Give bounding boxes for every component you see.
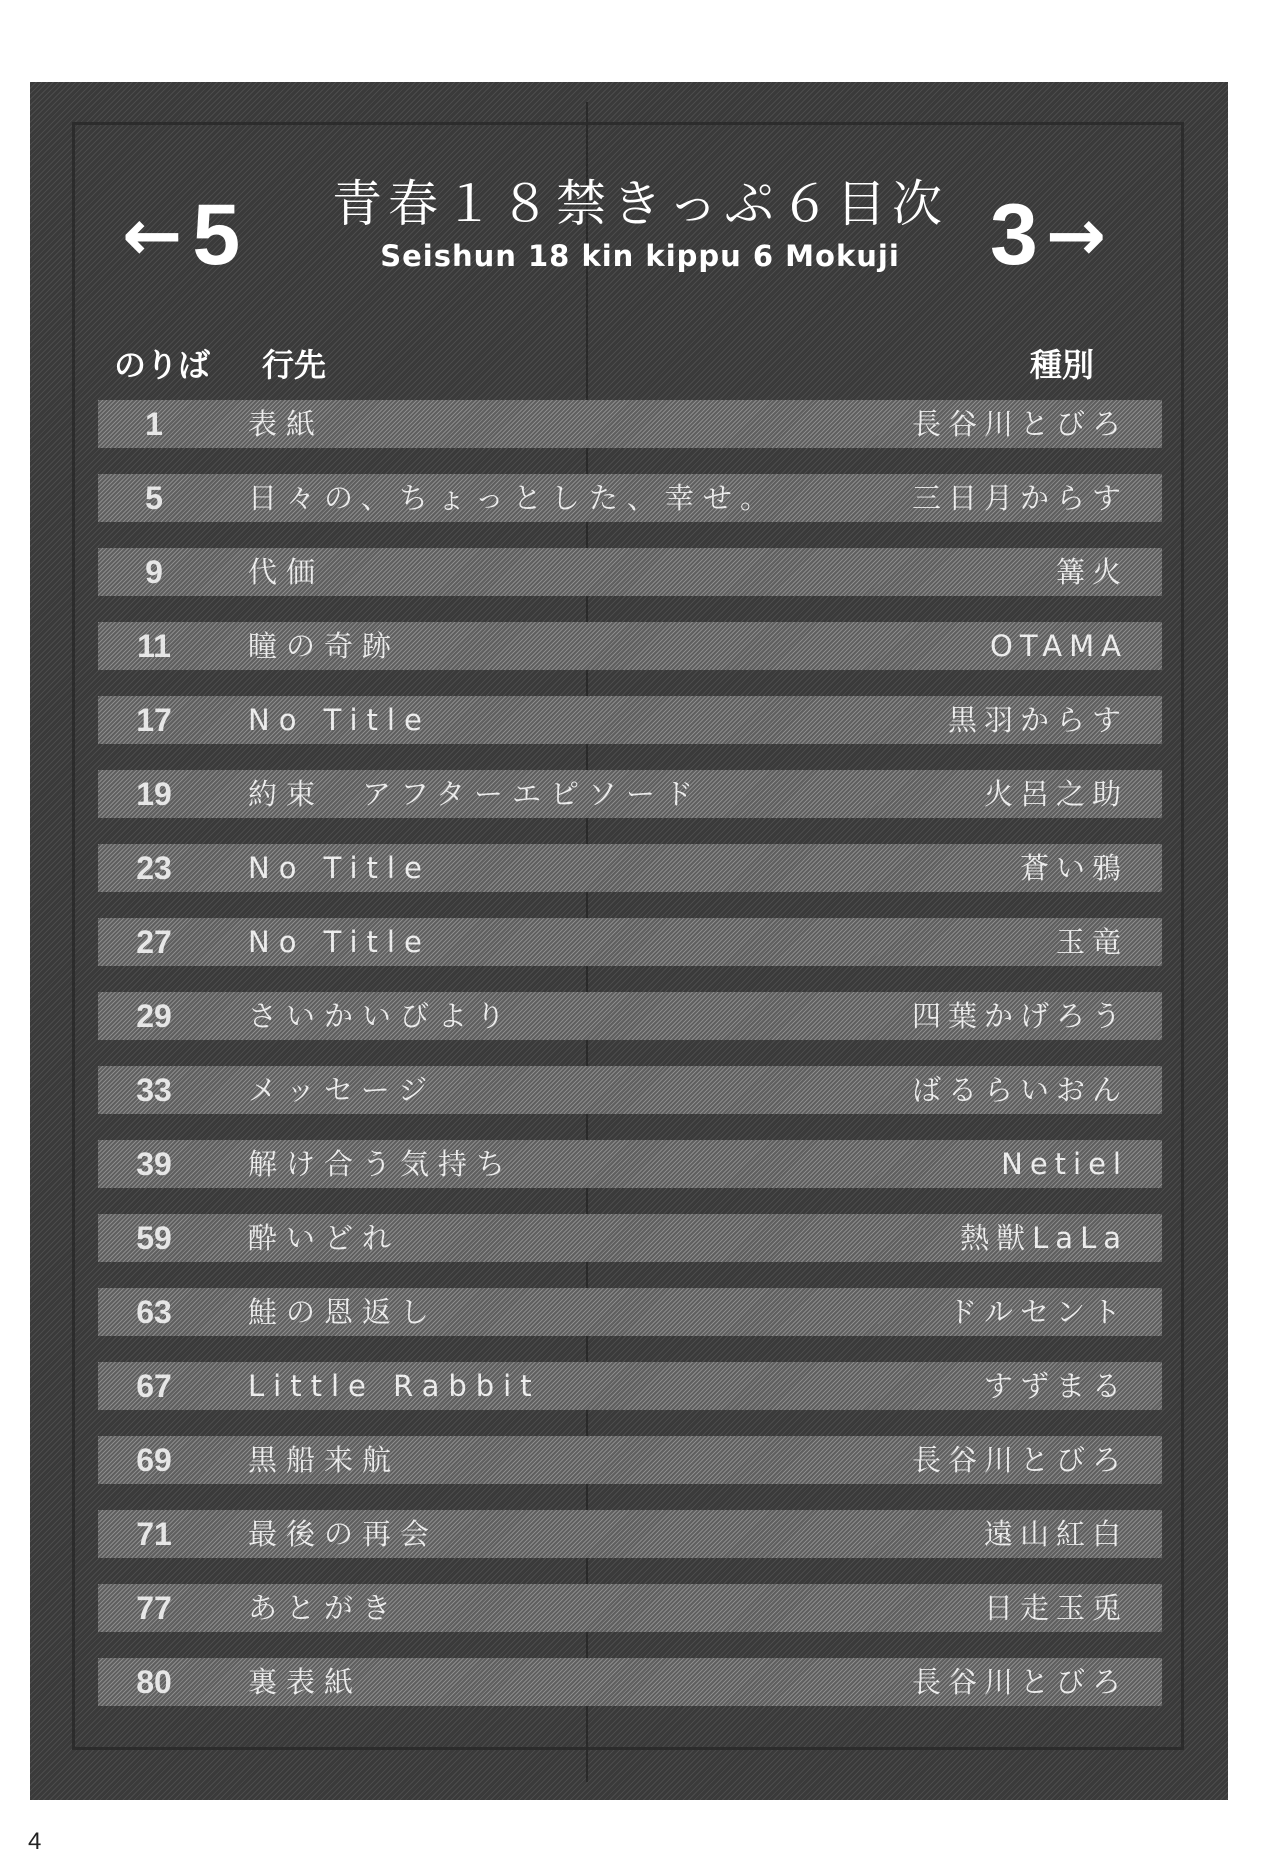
row-title: No Title <box>248 851 431 885</box>
row-page-number: 9 <box>145 554 163 590</box>
list-item <box>98 992 1162 1040</box>
row-page-number: 23 <box>136 850 172 886</box>
row-author: 玉竜 <box>1055 925 1128 959</box>
row-title: 代価 <box>248 555 325 589</box>
row-title: あとがき <box>248 1591 401 1625</box>
list-item <box>98 1584 1162 1632</box>
list-item <box>98 1214 1162 1262</box>
row-page-number: 33 <box>136 1072 172 1108</box>
row-author: ドルセント <box>947 1295 1128 1329</box>
row-author: すずまる <box>983 1369 1128 1403</box>
row-title: No Title <box>248 703 431 737</box>
row-author: 長谷川とびろ <box>911 1665 1128 1699</box>
row-title: 最後の再会 <box>248 1517 439 1551</box>
row-author: 四葉かげろう <box>911 999 1128 1033</box>
row-author: ばるらいおん <box>911 1073 1128 1107</box>
row-title: 裏表紙 <box>248 1665 363 1699</box>
row-page-number: 69 <box>136 1442 172 1478</box>
row-page-number: 59 <box>136 1220 172 1256</box>
row-page-number: 67 <box>136 1368 172 1404</box>
row-author: Netiel <box>1001 1147 1128 1181</box>
row-page-number: 80 <box>136 1664 172 1700</box>
list-item <box>98 696 1162 744</box>
row-page-number: 77 <box>136 1590 172 1626</box>
column-header-type: 種別 <box>1030 346 1095 384</box>
right-arrow-icon: → <box>1045 193 1107 277</box>
row-author: OTAMA <box>990 629 1128 663</box>
row-author: 熱獣LaLa <box>960 1221 1128 1255</box>
row-title: Little Rabbit <box>248 1369 541 1403</box>
row-author: 三日月からす <box>911 481 1128 515</box>
list-item <box>98 1436 1162 1484</box>
row-page-number: 63 <box>136 1294 172 1330</box>
list-item <box>98 474 1162 522</box>
list-item <box>98 400 1162 448</box>
row-page-number: 27 <box>136 924 172 960</box>
row-title: No Title <box>248 925 431 959</box>
next-page-indicator <box>990 187 1107 283</box>
contents-list <box>98 400 1162 1732</box>
page-title: 青春１８禁きっぷ６目次 <box>332 175 948 233</box>
list-item <box>98 1066 1162 1114</box>
prev-page-number: 5 <box>192 187 241 283</box>
row-title: 約束 アフターエピソード <box>248 777 702 811</box>
row-title: 鮭の恩返し <box>248 1295 439 1329</box>
list-item <box>98 548 1162 596</box>
row-page-number: 29 <box>136 998 172 1034</box>
row-author: 長谷川とびろ <box>911 1443 1128 1477</box>
list-item <box>98 1288 1162 1336</box>
row-page-number: 17 <box>136 702 172 738</box>
row-title: 酔いどれ <box>248 1221 401 1255</box>
column-header-destination: 行先 <box>262 346 327 384</box>
row-page-number: 71 <box>136 1516 172 1552</box>
row-author: 長谷川とびろ <box>911 407 1128 441</box>
list-item <box>98 1510 1162 1558</box>
list-item <box>98 918 1162 966</box>
row-author: 遠山紅白 <box>983 1517 1128 1551</box>
row-author: 黒羽からす <box>947 703 1128 737</box>
row-author: 蒼い鴉 <box>1019 851 1128 885</box>
row-author: 篝火 <box>1055 555 1128 589</box>
left-arrow-icon: ← <box>122 193 183 277</box>
row-title: 解け合う気持ち <box>248 1147 515 1181</box>
row-title: 表紙 <box>248 407 325 441</box>
page-subtitle: Seishun 18 kin kippu 6 Mokuji <box>380 239 900 273</box>
row-title: メッセージ <box>248 1073 437 1107</box>
row-author: 日走玉兎 <box>983 1591 1128 1625</box>
row-title: さいかいびより <box>248 999 515 1033</box>
row-author: 火呂之助 <box>983 777 1128 811</box>
list-item <box>98 1140 1162 1188</box>
list-item <box>98 1362 1162 1410</box>
row-page-number: 39 <box>136 1146 172 1182</box>
list-item <box>98 1658 1162 1706</box>
row-page-number: 1 <box>145 406 163 442</box>
row-title: 日々の、ちょっとした、幸せ。 <box>248 481 778 515</box>
column-header-platform: のりば <box>114 346 211 384</box>
row-page-number: 11 <box>137 628 171 664</box>
row-title: 黒船来航 <box>248 1443 401 1477</box>
list-item <box>98 770 1162 818</box>
row-page-number: 5 <box>145 480 163 516</box>
departure-board <box>30 82 1228 1800</box>
row-page-number: 19 <box>136 776 172 812</box>
next-page-number: 3 <box>990 187 1038 283</box>
list-item <box>98 622 1162 670</box>
list-item <box>98 844 1162 892</box>
row-title: 瞳の奇跡 <box>248 629 401 663</box>
prev-page-indicator <box>122 187 241 283</box>
page-number: 4 <box>28 1828 42 1855</box>
